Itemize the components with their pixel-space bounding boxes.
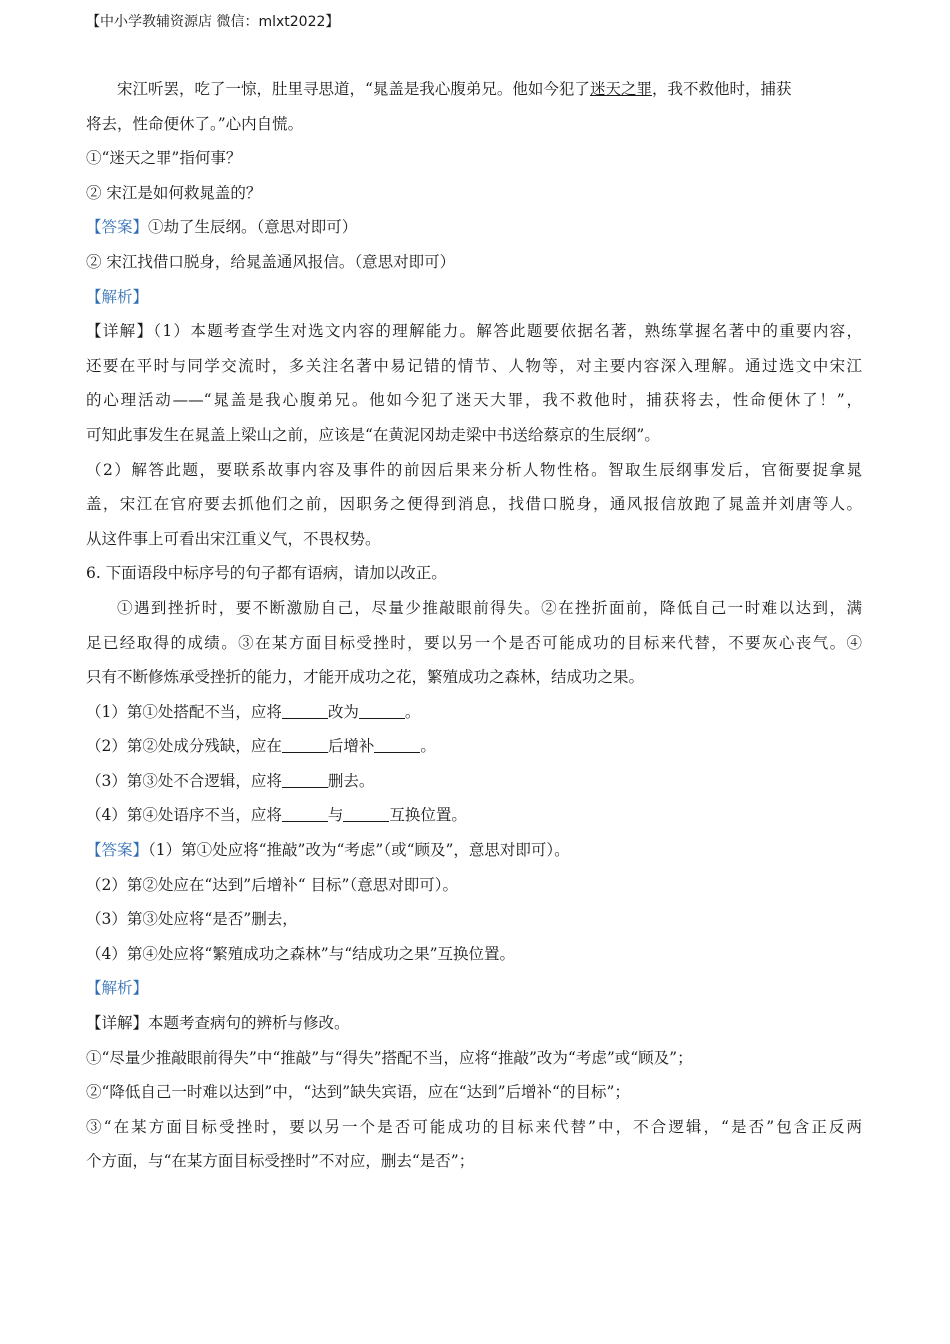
q5-underlined-term: 迷天之罪: [589, 80, 652, 98]
answer-blank: [282, 737, 328, 754]
q5-detail-line: 还要在平时与同学交流时，多关注名著中易记错的情节、人物等，对主要内容深入理解。通过选文中宋江: [86, 356, 862, 375]
answer-blank: [343, 806, 389, 823]
q5-detail-line: 从这件事上可看出宋江重义气，不畏权势。: [86, 529, 381, 548]
analysis-tag: 【解析】: [86, 979, 149, 998]
subquestion-text: 。: [404, 702, 421, 721]
answer-blank: [282, 771, 328, 788]
q6-subquestion-3: [86, 764, 862, 799]
q6-detail-line: ③“在某方面目标受挫时，要以另一个是否可能成功的目标来代替”中，不合逻辑，“是否”包含正反两: [86, 1117, 862, 1136]
q6-detail-line: ①“尽量少推敲眼前得失”中“推敲”与“得失”搭配不当，应将“推敲”改为“考虑”或“顾及”；: [86, 1048, 693, 1067]
q5-answer-2: ② 宋江找借口脱身，给晁盖通风报信。（意思对即可）: [86, 252, 456, 271]
answer-blank: [359, 702, 405, 719]
q6-passage-line: 只有不断修炼承受挫折的能力，才能开成功之花，繁殖成功之森林，结成功之果。: [86, 668, 645, 687]
q6-subquestion-2: [86, 729, 862, 764]
subquestion-text: 互换位置。: [389, 806, 467, 825]
q5-answer-1: ①劫了生辰纲。（意思对即可）: [148, 218, 358, 237]
subquestion-text: （3）第③处不合逻辑，应将: [86, 771, 282, 790]
q5-question-1: ①“迷天之罪”指何事？: [86, 149, 242, 168]
q6-subquestion-4: [86, 798, 862, 833]
q5-passage-text: 宋江听罢，吃了一惊，肚里寻思道，“晁盖是我心腹弟兄。他如今犯了: [117, 80, 590, 98]
q5-detail-line: 【详解】（1）本题考查学生对选文内容的理解能力。解答此题要依据名著，熟练掌握名著中的重要内容，: [86, 322, 862, 341]
answer-blank: [374, 737, 420, 754]
q6-answer-4: （4）第④处应将“繁殖成功之森林”与“结成功之果”互换位置。: [86, 944, 516, 963]
q6-answer-3: （3）第③处应将“是否”删去，: [86, 910, 298, 929]
q6-detail-line: ②“降低自己一时难以达到”中，“达到”缺失宾语，应在“达到”后增补“的目标”；: [86, 1083, 630, 1102]
q5-passage-text: ，我不救他时，捕获: [651, 80, 792, 98]
answer-blank: [282, 702, 328, 719]
q6-detail-line: 个方面，与“在某方面目标受挫时”不对应，删去“是否”；: [86, 1152, 475, 1171]
q5-detail-line: 盖，宋江在官府要去抓他们之前，因职务之便得到消息，找借口脱身，通风报信放跑了晁盖并刘唐等人。: [86, 495, 862, 514]
answer-tag: 【答案】: [86, 841, 149, 860]
q5-detail-line: 的心理活动——“晁盖是我心腹弟兄。他如今犯了迷天大罪，我不救他时，捕获将去，性命便休了！”，: [86, 391, 862, 410]
q6-subquestion-1: [86, 695, 862, 730]
answer-tag: 【答案】: [86, 218, 149, 237]
subquestion-text: 删去。: [327, 771, 375, 790]
q6-passage-line: ①遇到挫折时，要不断激励自己，尽量少推敲眼前得失。②在挫折面前，降低自己一时难以达到，满: [117, 598, 862, 617]
subquestion-text: 。: [420, 737, 436, 756]
q6-answer-1: （1）第①处应将“推敲”改为“考虑”（或“顾及”，意思对即可）。: [148, 841, 570, 860]
subquestion-text: （4）第④处语序不当，应将: [86, 806, 282, 825]
analysis-tag: 【解析】: [86, 287, 149, 306]
q5-detail-line: 可知此事发生在晁盖上梁山之前，应该是“在黄泥冈劫走梁中书送给蔡京的生辰纲”。: [86, 425, 660, 444]
q5-passage-line-2: 将去，性命便休了。”心内自慌。: [86, 114, 304, 133]
document-body: [86, 72, 862, 1179]
answer-blank: [282, 806, 328, 823]
subquestion-text: （1）第①处搭配不当，应将: [86, 702, 282, 721]
subquestion-text: 后增补: [327, 737, 375, 756]
q6-title: 6. 下面语段中标序号的句子都有语病，请加以改正。: [86, 564, 447, 583]
q5-question-2: ② 宋江是如何救晁盖的？: [86, 183, 262, 202]
page-header: 【中小学教辅资源店 微信：mlxt2022】: [86, 14, 340, 30]
q6-answer-2: （2）第②处应在“达到”后增补“ 目标”（意思对即可）。: [86, 875, 458, 894]
q6-detail-intro: 【详解】本题考查病句的辨析与修改。: [86, 1014, 350, 1033]
subquestion-text: 与: [327, 806, 344, 825]
q5-detail-line: （2）解答此题，要联系故事内容及事件的前因后果来分析人物性格。智取生辰纲事发后，官衙要捉拿晁: [86, 460, 862, 479]
subquestion-text: （2）第②处成分残缺，应在: [86, 737, 282, 756]
subquestion-text: 改为: [327, 702, 359, 721]
q6-passage-line: 足已经取得的成绩。③在某方面目标受挫时，要以另一个是否可能成功的目标来代替，不要灰心丧气。④: [86, 633, 862, 652]
q5-passage-line-1: [86, 72, 862, 107]
